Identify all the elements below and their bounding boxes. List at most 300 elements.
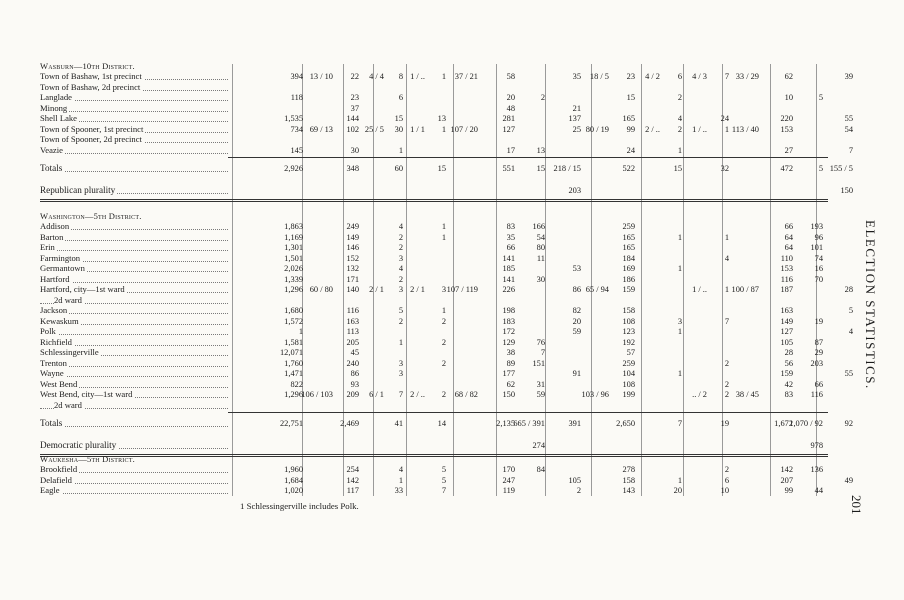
row-label-text: Farmington [40, 252, 81, 263]
table-cell: 23 [626, 72, 635, 81]
table-cell: 1 [441, 306, 446, 315]
table-cell: 5 [848, 306, 853, 315]
table-cell: 7 [677, 419, 682, 428]
table-cell: 149 [346, 232, 359, 242]
table-cell: 108 [622, 379, 635, 389]
table-cell: 1,760 [284, 358, 303, 368]
row-label [40, 232, 228, 243]
row-label-text: Addison [40, 221, 70, 231]
table-cell: 165 [622, 243, 635, 252]
table-cell: 1,296 [284, 285, 303, 294]
row-label-text: West Bend [40, 378, 78, 389]
table-cell: 1,672 [774, 419, 793, 428]
table-cell: 11 [536, 253, 545, 263]
table-cell: 1 [441, 222, 446, 231]
table-cell: 153 [780, 124, 793, 134]
table-cell: 4 [398, 264, 403, 273]
table-cell: .. / 2 [692, 390, 707, 399]
table-cell: 193 [810, 222, 823, 231]
table-cell: 100 / 87 [731, 285, 759, 294]
table-cell: 44 [814, 486, 823, 495]
table-cell: 1 [398, 145, 403, 155]
table-cell: 15 [626, 93, 635, 102]
table-cell: 7 [724, 72, 729, 81]
table-cell: 4 / 3 [692, 72, 707, 81]
row-label [40, 145, 228, 156]
table-cell: 2,135 [496, 419, 515, 428]
table-cell: 152 [346, 253, 359, 263]
row-label [40, 134, 228, 145]
table-cell: 105 [568, 475, 581, 485]
table-cell: 1 [724, 285, 729, 294]
table-cell: 150 [502, 390, 515, 399]
table-cell: 203 [568, 186, 581, 195]
table-cell: 1 [724, 124, 729, 134]
table-cell: 93 [350, 379, 359, 389]
table-cell: 1 / 1 [410, 124, 425, 134]
table-cell: 209 [346, 390, 359, 399]
row-label [40, 326, 228, 337]
table-cell: 1 [677, 327, 682, 336]
table-row [0, 368, 904, 379]
table-cell: 10 [784, 93, 793, 102]
table-cell: 20 [673, 486, 682, 495]
table-cell: 15 [536, 164, 545, 173]
table-cell: 28 [784, 348, 793, 357]
table-cell: 281 [502, 114, 515, 123]
table-cell: 1 [441, 124, 446, 134]
row-label-text: Polk [40, 326, 56, 336]
table-cell: 39 [844, 72, 853, 81]
table-cell: 108 [622, 316, 635, 326]
row-label-text: Hartford [40, 273, 70, 284]
row-label-text: West Bend, city—1st ward [40, 389, 133, 399]
table-cell: 99 [626, 124, 635, 134]
table-row [0, 92, 904, 103]
table-cell: 149 [780, 316, 793, 326]
table-cell: 1 [724, 232, 729, 242]
table-cell: 2 / 1 [369, 285, 384, 294]
table-cell: 254 [346, 465, 359, 474]
table-cell: 159 [622, 285, 635, 294]
table-cell: 7 [724, 316, 729, 326]
table-cell: 3 [677, 316, 682, 326]
table-cell: 2 [677, 124, 682, 134]
table-cell: 2 [398, 232, 403, 242]
table-cell: 1,535 [284, 114, 303, 123]
totals-row [0, 418, 904, 429]
table-cell: 110 [780, 253, 793, 263]
table-cell: 171 [346, 274, 359, 284]
row-label [40, 92, 228, 103]
table-cell: 472 [780, 164, 793, 173]
table-row [0, 124, 904, 135]
table-cell: 49 [844, 475, 853, 485]
table-cell: 249 [346, 222, 359, 231]
table-cell: 5 [441, 465, 446, 474]
row-label [40, 368, 228, 379]
table-row [0, 82, 904, 93]
row-label-text: Brookfield [40, 464, 78, 474]
table-cell: 87 [814, 337, 823, 347]
table-cell: 22,751 [279, 419, 303, 428]
table-row [0, 253, 904, 264]
table-row [0, 475, 904, 486]
table-cell: 107 / 20 [450, 124, 478, 134]
table-cell: 7 [540, 348, 545, 357]
table-cell: 127 [780, 327, 793, 336]
table-cell: 3 [398, 285, 403, 294]
table-cell: 10 [720, 486, 729, 495]
table-cell: 117 [346, 486, 359, 495]
row-label [40, 253, 228, 264]
table-cell: 13 [536, 145, 545, 155]
table-cell: 132 [346, 264, 359, 273]
table-cell: 145 [290, 145, 303, 155]
footnote: 1 Schlessingerville includes Polk. [240, 501, 359, 511]
table-cell: 82 [572, 306, 581, 315]
table-cell: 83 [506, 222, 515, 231]
table-cell: 13 [437, 114, 446, 123]
table-cell: 198 [502, 306, 515, 315]
table-cell: 259 [622, 222, 635, 231]
table-cell: 74 [814, 253, 823, 263]
table-cell: 55 [844, 369, 853, 378]
row-label [40, 284, 228, 295]
table-cell: 1,301 [284, 243, 303, 252]
table-cell: 4 [398, 465, 403, 474]
table-cell: 106 / 103 [301, 390, 333, 399]
table-cell: 6 [724, 475, 729, 485]
row-label [40, 242, 228, 253]
table-cell: 25 / 5 [364, 124, 384, 134]
table-row [0, 400, 904, 411]
table-row [0, 263, 904, 274]
table-cell: 68 / 82 [454, 390, 478, 399]
table-cell: 127 [502, 124, 515, 134]
row-label-text: Schlessingerville [40, 347, 99, 357]
table-cell: 69 / 13 [309, 124, 333, 134]
table-cell: 1 [398, 475, 403, 485]
table-cell: 1,339 [284, 274, 303, 284]
row-label [40, 485, 228, 496]
district-heading: Wasburn—10th District. [40, 61, 135, 71]
table-cell: 192 [622, 337, 635, 347]
table-cell: 141 [502, 253, 515, 263]
table-cell: 1,960 [284, 465, 303, 474]
table-cell: 1,020 [284, 486, 303, 495]
table-cell: 274 [532, 441, 545, 450]
table-cell: 3 [441, 285, 446, 294]
row-label-text: Richfield [40, 336, 72, 347]
table-cell: 2 [441, 337, 446, 347]
table-cell: 142 [346, 475, 359, 485]
table-cell: 3 [398, 358, 403, 368]
table-cell: 101 [810, 243, 823, 252]
table-cell: 58 [506, 72, 515, 81]
table-cell: 57 [626, 348, 635, 357]
table-cell: 84 [536, 465, 545, 474]
table-row [0, 295, 904, 306]
table-cell: 551 [502, 164, 515, 173]
table-cell: 2 [398, 316, 403, 326]
table-cell: 107 / 119 [446, 285, 478, 294]
table-cell: 1,471 [284, 369, 303, 378]
table-cell: 136 [810, 465, 823, 474]
table-cell: 734 [290, 124, 303, 134]
table-cell: 205 [346, 337, 359, 347]
table-cell: 184 [622, 253, 635, 263]
table-cell: 41 [394, 419, 403, 428]
row-label-text: Hartford, city—1st ward [40, 284, 125, 294]
table-cell: 2,926 [284, 164, 303, 173]
table-cell: 2 [441, 358, 446, 368]
table-cell: 76 [536, 337, 545, 347]
table-cell: 18 / 5 [589, 72, 609, 81]
row-label [40, 221, 228, 232]
row-label-text: Veazie [40, 144, 63, 155]
table-cell: 99 [784, 486, 793, 495]
table-cell: 6 / 1 [369, 390, 384, 399]
row-label [40, 389, 228, 400]
table-cell: 1 [677, 264, 682, 273]
table-cell: 24 [626, 145, 635, 155]
table-cell: 86 [572, 285, 581, 294]
table-cell: 80 [536, 243, 545, 252]
table-row [0, 347, 904, 358]
row-label [40, 400, 228, 411]
table-cell: 6 [677, 72, 682, 81]
table-cell: 158 [622, 306, 635, 315]
table-cell: 15 [673, 164, 682, 173]
table-cell: 129 [502, 337, 515, 347]
table-cell: 42 [784, 379, 793, 389]
table-cell: 15 [437, 164, 446, 173]
table-cell: 159 [780, 369, 793, 378]
table-cell: 5 [441, 475, 446, 485]
row-label [40, 464, 228, 475]
table-row [0, 358, 904, 369]
district-heading: Waukesha—5th District. [40, 454, 135, 464]
table-cell: 27 [784, 145, 793, 155]
table-cell: 240 [346, 358, 359, 368]
table-cell: 1 / .. [692, 124, 707, 134]
table-cell: 65 / 94 [585, 285, 609, 294]
table-cell: 80 / 19 [585, 124, 609, 134]
table-cell: 1 [398, 337, 403, 347]
table-cell: 2,650 [616, 419, 635, 428]
table-cell: 38 [506, 348, 515, 357]
table-cell: 4 / 2 [645, 72, 660, 81]
table-cell: 66 [784, 222, 793, 231]
table-row [0, 232, 904, 243]
row-label-text: Barton [40, 231, 64, 242]
table-cell: 165 [622, 232, 635, 242]
table-cell: 37 / 21 [454, 72, 478, 81]
table-cell: 20 [506, 93, 515, 102]
table-cell: 31 [536, 379, 545, 389]
row-label-text: Town of Bashaw, 2d precinct [40, 81, 141, 92]
table-cell: 104 [622, 369, 635, 378]
table-cell: 394 [290, 72, 303, 81]
table-cell: 3 [398, 253, 403, 263]
row-label-text: Langlade [40, 92, 72, 102]
table-cell: 4 [677, 114, 682, 123]
table-cell: 278 [622, 465, 635, 474]
table-cell: 64 [784, 243, 793, 252]
table-cell: 4 [398, 222, 403, 231]
table-cell: 348 [346, 164, 359, 173]
table-cell: 92 [844, 419, 853, 428]
table-cell: 103 / 96 [581, 390, 609, 399]
table-cell: 4 [724, 253, 729, 263]
row-label-text: Town of Spooner, 1st precinct [40, 123, 144, 134]
table-row [0, 221, 904, 232]
table-cell: 522 [622, 164, 635, 173]
table-cell: 177 [502, 369, 515, 378]
table-cell: 7 [441, 486, 446, 495]
table-cell: 123 [622, 327, 635, 336]
table-cell: 4 / 4 [369, 72, 384, 81]
plurality-row [0, 185, 904, 196]
row-label-text: Delafield [40, 474, 72, 485]
table-cell: 7 [848, 145, 853, 155]
table-cell: 24 [720, 114, 729, 123]
table-cell: 259 [622, 358, 635, 368]
table-cell: 2 [398, 243, 403, 252]
table-cell: 21 [572, 103, 581, 113]
row-label-text: Shell Lake [40, 113, 77, 123]
table-cell: 391 [568, 419, 581, 428]
table-cell: 89 [506, 358, 515, 368]
table-cell: 226 [502, 285, 515, 294]
table-cell: 33 / 29 [735, 72, 759, 81]
table-cell: 83 [784, 390, 793, 399]
row-label [40, 379, 228, 390]
row-label-text: Totals [40, 418, 63, 428]
table-row [0, 134, 904, 145]
table-cell: 23 [350, 93, 359, 102]
row-label [40, 358, 228, 369]
table-cell: 38 / 45 [735, 390, 759, 399]
table-cell: 59 [536, 390, 545, 399]
table-cell: 220 [780, 114, 793, 123]
table-cell: 54 [844, 124, 853, 134]
table-cell: 1,680 [284, 306, 303, 315]
table-cell: 66 [506, 243, 515, 252]
table-cell: 163 [346, 316, 359, 326]
table-cell: 1,296 [284, 390, 303, 399]
table-cell: 102 [346, 124, 359, 134]
table-cell: 1 [441, 72, 446, 81]
row-label [40, 103, 228, 114]
page-number: 201 [849, 495, 864, 515]
row-label-text: Eagle [40, 485, 60, 495]
table-cell: 12,071 [279, 348, 303, 357]
table-cell: 54 [536, 232, 545, 242]
table-cell: 2 [540, 93, 545, 102]
table-cell: 978 [810, 441, 823, 450]
table-cell: 207 [780, 475, 793, 485]
table-cell: 3 [398, 369, 403, 378]
table-cell: 199 [622, 390, 635, 399]
table-cell: 1 [677, 145, 682, 155]
table-cell: 20 [572, 316, 581, 326]
table-cell: 2 [398, 274, 403, 284]
table-cell: 2 [724, 465, 729, 474]
table-row [0, 464, 904, 475]
table-cell: 53 [572, 264, 581, 273]
row-label [40, 163, 228, 174]
table-cell: 86 [350, 369, 359, 378]
table-cell: 22 [350, 72, 359, 81]
row-label [40, 347, 228, 358]
table-cell: 187 [780, 285, 793, 294]
plurality-row [0, 440, 904, 451]
table-cell: 2 [677, 93, 682, 102]
table-cell: 2 / .. [410, 390, 425, 399]
table-cell: 140 [346, 285, 359, 294]
totals-row [0, 163, 904, 174]
table-cell: 203 [810, 358, 823, 368]
table-cell: 2,026 [284, 264, 303, 273]
page-title: ELECTION STATISTICS. [863, 220, 878, 390]
row-label [40, 274, 228, 285]
table-cell: 158 [622, 475, 635, 485]
table-cell: 17 [506, 145, 515, 155]
table-cell: 1,501 [284, 253, 303, 263]
table-cell: 2 [724, 379, 729, 389]
table-cell: 6 [398, 93, 403, 102]
table-cell: 2 / .. [645, 124, 660, 134]
row-label-text: Trenton [40, 357, 67, 368]
table-cell: 1 [677, 475, 682, 485]
row-label-text: Totals [40, 163, 63, 173]
row-label [40, 82, 228, 93]
table-cell: 59 [572, 327, 581, 336]
row-label [40, 305, 228, 316]
table-cell: 2 [441, 316, 446, 326]
table-row [0, 316, 904, 327]
table-cell: 15 [394, 114, 403, 123]
table-cell: 1 [298, 327, 303, 336]
row-label [40, 475, 228, 486]
row-label [40, 316, 228, 327]
table-row [0, 113, 904, 124]
table-cell: 29 [814, 348, 823, 357]
table-cell: 30 [350, 145, 359, 155]
totals-rule [228, 157, 828, 158]
table-cell: 118 [290, 93, 303, 102]
row-label [40, 124, 228, 135]
table-cell: 60 / 80 [309, 285, 333, 294]
table-cell: 1,684 [284, 475, 303, 485]
table-cell: 247 [502, 475, 515, 485]
table-cell: 1 / .. [692, 285, 707, 294]
table-cell: 1 [441, 232, 446, 242]
row-label [40, 418, 228, 429]
table-cell: 1,070 / 92 [789, 419, 823, 428]
table-cell: 185 [502, 264, 515, 273]
row-label-text: Town of Bashaw, 1st precinct [40, 71, 142, 81]
table-cell: 16 [814, 264, 823, 273]
table-cell: 142 [780, 465, 793, 474]
table-cell: 91 [572, 369, 581, 378]
table-cell: 5 [818, 164, 823, 173]
district-heading: Washington—5th District. [40, 211, 142, 221]
table-cell: 143 [622, 486, 635, 495]
table-cell: 113 / 40 [731, 124, 759, 134]
